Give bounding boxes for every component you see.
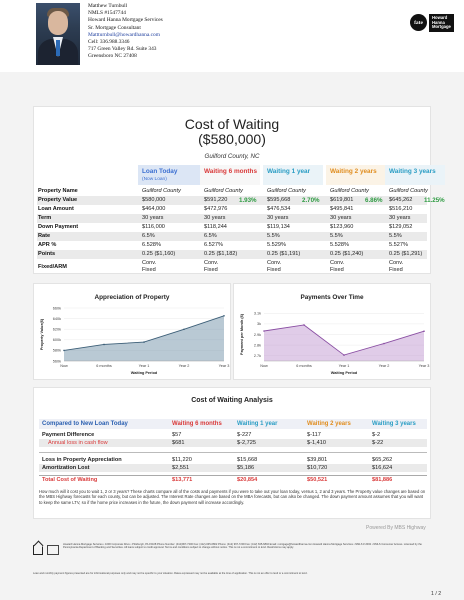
table-row: [37, 196, 445, 205]
table-cell: 5.529%: [267, 242, 286, 248]
row-label: APR %: [38, 242, 57, 248]
table-row: [37, 259, 427, 276]
table-row: [37, 205, 427, 214]
table-cell: $10,720: [307, 465, 328, 471]
data-point: [303, 324, 305, 326]
table-cell: $129,052: [389, 224, 413, 230]
table-cell: $516,210: [389, 206, 413, 212]
powered-by: Powered By MBS Highway: [366, 525, 426, 531]
data-point: [103, 344, 105, 346]
table-cell: 6.528%: [142, 242, 161, 248]
table-cell: 5.5%: [389, 233, 402, 239]
table-cell: $123,960: [330, 224, 354, 230]
agent-address2: Greensboro NC 27408: [88, 53, 137, 60]
table-row: [37, 214, 427, 223]
table-cell: $50,521: [307, 477, 328, 483]
x-tick-label: Year 1: [138, 364, 150, 368]
y-tick-label: 560k: [52, 359, 61, 364]
appreciation-chart: [34, 284, 232, 381]
y-axis-label: Property Value($): [40, 318, 44, 351]
appreciation-percent: 1.93%: [239, 197, 257, 204]
column-header-sub: (Now Loan): [142, 176, 167, 182]
table-cell: Conv.: [330, 260, 345, 266]
section-divider: [39, 452, 427, 453]
table-row: [39, 464, 427, 472]
column-header: [326, 165, 386, 185]
table-cell: $-227: [237, 432, 252, 438]
column-header: Waiting 6 months: [172, 421, 222, 427]
table-cell: $681: [172, 440, 185, 446]
table-cell: $15,668: [237, 457, 258, 463]
agent-nmls: NMLS #1547744: [88, 10, 126, 17]
column-header: [200, 165, 260, 185]
data-point: [383, 343, 385, 345]
x-tick-label: Year 3: [218, 364, 230, 368]
table-cell: Conv.: [204, 260, 219, 266]
table-cell: 6.527%: [204, 242, 223, 248]
table-cell: Fixed: [142, 267, 156, 273]
table-cell: Guilford County: [389, 188, 428, 194]
row-label: Rate: [38, 233, 51, 239]
table-cell: $645,262: [389, 197, 413, 203]
table-cell: $-22: [372, 440, 384, 446]
data-point: [63, 350, 65, 352]
table-cell: $464,000: [142, 206, 166, 212]
table-row: [39, 439, 427, 447]
table-cell: $81,886: [372, 477, 393, 483]
row-label: Property Value: [38, 197, 78, 203]
analysis-card: [33, 387, 431, 519]
table-cell: 5.528%: [330, 242, 349, 248]
payments-chart: [234, 284, 432, 381]
table-cell: $119,134: [267, 224, 290, 230]
y-axis-label: Payment per Month ($): [240, 314, 244, 355]
table-cell: 0.25 ($1,182): [204, 251, 238, 257]
column-header-label: Loan Today: [142, 168, 178, 175]
y-tick-label: 2.7k: [253, 354, 261, 358]
payments-chart-card: [233, 283, 431, 380]
page-number: 1 / 2: [431, 591, 442, 597]
column-header: Waiting 3 years: [372, 421, 416, 427]
row-label: Amortization Lost: [42, 465, 90, 471]
footer-disclaimer: Howard Hanna Mortgage Services • 1000 Corporate Drive • Pittsburgh, PA 15108 Phone Number: (412)967-7200 Fax: (412)-635-6802 Phone: (412) 967-7200 Fax: (412) 635-6802 Email: mortgage@howardhanna.com Howard Hanna Mortgage Services • NMLS # 2002 • NMLS Consumer Access. Licensed by the Pennsylvania Department of Banking and Securities. All loans subject to credit approval. Terms and conditions subject to change without notice. This is not a commitment to lend. Restrictions may apply.: [63, 543, 422, 550]
table-cell: 30 years: [330, 215, 352, 221]
equal-housing-icon: [33, 545, 43, 555]
table-cell: $472,976: [204, 206, 228, 212]
round-logo: fate: [410, 14, 427, 31]
table-cell: $5,186: [237, 465, 255, 471]
table-cell: $580,000: [142, 197, 166, 203]
y-tick-label: 600k: [52, 338, 61, 343]
row-label: Loan Amount: [38, 206, 74, 212]
table-cell: Conv.: [142, 260, 157, 266]
table-cell: $-1,410: [307, 440, 326, 446]
appreciation-percent: 2.70%: [302, 197, 320, 204]
location-label: Guilford County, NC: [204, 153, 260, 160]
data-point: [263, 330, 265, 332]
column-header-label: Waiting 1 year: [267, 168, 311, 175]
table-cell: Guilford County: [142, 188, 181, 194]
x-tick-label: Year 1: [338, 364, 350, 368]
column-header: Compared to New Loan Today: [42, 421, 128, 427]
table-cell: 0.25 ($1,240): [330, 251, 364, 257]
analysis-title: Cost of Waiting Analysis: [191, 397, 273, 404]
y-tick-label: 580k: [52, 348, 61, 353]
agent-cell: Cell: 336.988.3346: [88, 39, 130, 46]
table-cell: Fixed: [267, 267, 281, 273]
x-tick-label: Now: [260, 364, 268, 368]
row-label: Term: [38, 215, 52, 221]
table-cell: Conv.: [267, 260, 282, 266]
table-row: [37, 223, 427, 232]
agent-name: Matthew Turnbull: [88, 3, 128, 9]
table-cell: 30 years: [204, 215, 226, 221]
comparison-card: [33, 106, 445, 274]
appreciation-percent: 6.86%: [365, 197, 383, 204]
table-cell: $619,801: [330, 197, 354, 203]
column-header: Waiting 1 year: [237, 421, 278, 427]
table-cell: $476,534: [267, 206, 291, 212]
x-axis-label: Waiting Period: [130, 371, 158, 375]
agent-photo: [36, 3, 80, 65]
table-cell: Guilford County: [204, 188, 243, 194]
table-cell: $11,220: [172, 457, 192, 463]
appreciation-percent: 11.25%: [424, 197, 445, 204]
column-header-label: Waiting 2 years: [330, 168, 377, 175]
table-row: [39, 419, 427, 429]
x-tick-label: Now: [60, 364, 68, 368]
agent-address1: 717 Green Valley Rd. Suite 343: [88, 46, 157, 53]
table-cell: $16,624: [372, 465, 393, 471]
row-label: Down Payment: [38, 224, 79, 230]
table-cell: $-2,725: [237, 440, 256, 446]
table-cell: $495,841: [330, 206, 354, 212]
table-cell: 0.25 ($1,160): [142, 251, 176, 257]
table-row: [39, 431, 427, 439]
table-cell: Fixed: [330, 267, 344, 273]
table-cell: Fixed: [204, 267, 218, 273]
page-title-amount: ($580,000): [198, 131, 266, 147]
data-point: [343, 354, 345, 356]
table-cell: $39,801: [307, 457, 328, 463]
data-point: [223, 315, 225, 317]
agent-contact: [88, 3, 163, 61]
data-point: [143, 341, 145, 343]
table-cell: $595,668: [267, 197, 291, 203]
y-tick-label: 3k: [256, 322, 261, 327]
agent-title: Sr. Mortgage Consultant: [88, 24, 141, 31]
table-cell: 5.5%: [267, 233, 280, 239]
table-cell: $2,551: [172, 465, 190, 471]
lender-badge-icon: [47, 545, 59, 555]
table-cell: Guilford County: [330, 188, 369, 194]
page-title: Cost of Waiting: [184, 116, 280, 132]
footer: [33, 533, 431, 563]
column-header: [138, 165, 200, 185]
area-fill: [64, 316, 224, 361]
y-tick-label: 660k: [52, 306, 61, 311]
table-cell: 0.25 ($1,191): [267, 251, 301, 257]
column-header-label: Waiting 6 months: [204, 168, 258, 175]
table-cell: $118,244: [204, 224, 227, 230]
table-cell: $65,262: [372, 457, 393, 463]
x-axis-label: Waiting Period: [330, 371, 358, 375]
table-row: [37, 250, 427, 259]
x-tick-label: Year 2: [178, 364, 190, 368]
appreciation-chart-card: [33, 283, 231, 380]
table-cell: 5.527%: [389, 242, 408, 248]
table-cell: 0.25 ($1,291): [389, 251, 423, 257]
agent-header: [0, 0, 464, 72]
data-point: [423, 330, 425, 332]
row-label: Loss in Property Appreciation: [42, 457, 122, 463]
x-tick-label: 6 months: [296, 364, 312, 368]
agent-company: Howard Hanna Mortgage Services: [88, 17, 163, 24]
x-tick-label: Year 2: [378, 364, 390, 368]
table-cell: 30 years: [142, 215, 164, 221]
y-tick-label: 2.9k: [253, 332, 261, 337]
howard-hanna-logo: Howard Hanna Mortgage: [429, 14, 454, 32]
table-row: [37, 187, 427, 196]
table-row: [39, 475, 427, 483]
x-tick-label: 6 months: [96, 364, 112, 368]
y-tick-label: 640k: [52, 316, 61, 321]
table-cell: $57: [172, 432, 182, 438]
table-cell: $591,220: [204, 197, 228, 203]
table-cell: $-117: [307, 432, 321, 438]
x-tick-label: Year 3: [418, 364, 430, 368]
table-cell: $20,854: [237, 477, 258, 483]
row-label: Property Name: [38, 188, 78, 194]
analysis-note: How much will it cost you to wait 1, 2 or 3 years? These charts compare all of the costs and payments if you were to take out your loan today, versus 1, 2 and 3 years. The Property value changes are based on the MBS Highway forecasts for each county, but can be adjusted. The Interest Rate changes are based on the MBA forecasts, but can also be changed. The down payment amount assumes that you will want to keep the same LTV, so if the home price increases in the future, the down payment will increase accordingly.: [39, 489, 426, 505]
y-tick-label: 3.1k: [253, 311, 261, 316]
table-cell: Conv.: [389, 260, 404, 266]
row-label: Fixed/ARM: [38, 264, 67, 270]
column-header: Waiting 2 years: [307, 421, 351, 427]
agent-email[interactable]: Mattturnbull@howardhanna.com: [88, 31, 160, 38]
table-cell: 5.5%: [330, 233, 343, 239]
column-header: [263, 165, 323, 185]
table-cell: Fixed: [389, 267, 403, 273]
table-cell: Guilford County: [267, 188, 306, 194]
table-cell: $116,000: [142, 224, 165, 230]
y-tick-label: 620k: [52, 327, 61, 332]
column-header: [385, 165, 445, 185]
row-label: Points: [38, 251, 56, 257]
row-label: Annual loss in cash flow: [48, 440, 108, 446]
table-cell: 30 years: [267, 215, 289, 221]
table-cell: 6.5%: [142, 233, 155, 239]
appreciation-chart-title: Appreciation of Property: [94, 294, 170, 301]
table-cell: $-2: [372, 432, 381, 438]
footer-disclaimer-2: Loan and monthly payment figures presented are for informational purposes only and may not be specific to your situation. Rates expressed may not be available at the time of application. This is not an offer to lend or a commitment to lend.: [33, 572, 308, 575]
table-row: [37, 241, 427, 250]
table-cell: 30 years: [389, 215, 411, 221]
row-label: Total Cost of Waiting: [42, 477, 98, 483]
y-tick-label: 2.8k: [253, 343, 261, 348]
table-cell: $13,771: [172, 477, 193, 483]
table-row: [39, 456, 427, 464]
column-header-label: Waiting 3 years: [389, 168, 436, 175]
table-cell: 6.5%: [204, 233, 217, 239]
data-point: [183, 329, 185, 331]
table-row: [37, 232, 427, 241]
row-label: Payment Difference: [42, 432, 95, 438]
payments-chart-title: Payments Over Time: [300, 294, 364, 301]
company-logos: [410, 14, 454, 32]
